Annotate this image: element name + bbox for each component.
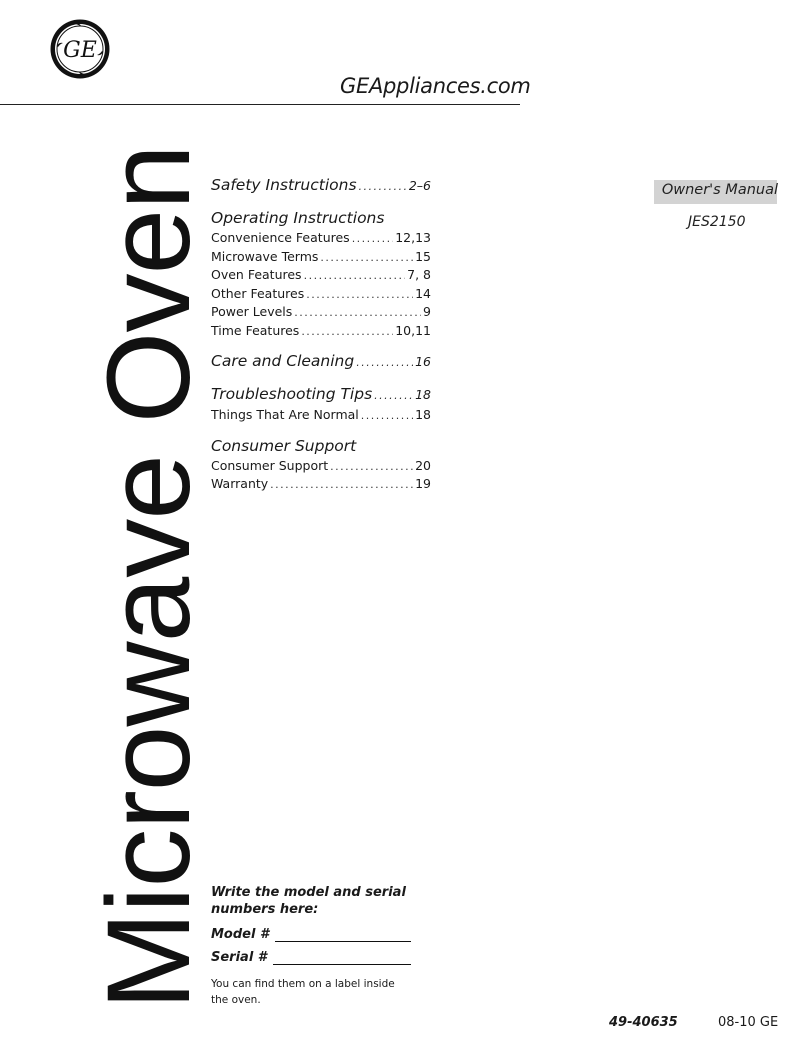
header-rule bbox=[0, 104, 520, 105]
toc-leader-dots bbox=[361, 407, 413, 425]
toc-leader-dots bbox=[320, 249, 413, 267]
toc-page-number: 2–6 bbox=[408, 178, 431, 193]
toc-item[interactable] bbox=[211, 406, 431, 425]
model-field-line bbox=[275, 927, 411, 942]
toc-page-number: 7, 8 bbox=[407, 267, 431, 282]
document-number: 49-40635 bbox=[609, 1015, 678, 1030]
ge-logo bbox=[49, 18, 111, 80]
toc-item-label: Other Features bbox=[211, 285, 305, 301]
toc-item[interactable] bbox=[211, 229, 431, 248]
serial-field[interactable] bbox=[211, 950, 411, 965]
toc-item[interactable] bbox=[211, 285, 431, 304]
toc-leader-dots bbox=[374, 385, 413, 406]
toc-item-label: Convenience Features bbox=[211, 230, 350, 245]
toc-leader-dots bbox=[352, 230, 394, 248]
toc-section-row[interactable] bbox=[211, 384, 431, 406]
serial-field-line bbox=[273, 950, 411, 965]
toc-section-heading[interactable]: Operating Instructions bbox=[211, 209, 385, 227]
toc-page-number: 18 bbox=[415, 387, 431, 402]
toc-leader-dots bbox=[294, 304, 421, 322]
toc-item-label: Consumer Support bbox=[211, 457, 329, 473]
toc-section-row[interactable] bbox=[211, 351, 431, 373]
toc-item[interactable] bbox=[211, 322, 431, 341]
toc-page-number: 16 bbox=[415, 354, 431, 369]
svg-text:GE: GE bbox=[63, 38, 97, 63]
toc-item-label: Microwave Terms bbox=[211, 248, 319, 264]
record-instruction: Write the model and serial numbers here: bbox=[211, 885, 406, 917]
toc-item-label: Power Levels bbox=[211, 304, 293, 319]
toc-item[interactable] bbox=[211, 303, 431, 322]
toc-leader-dots bbox=[330, 458, 413, 476]
model-field[interactable] bbox=[211, 927, 411, 942]
toc-item[interactable] bbox=[211, 248, 431, 267]
toc-section-heading[interactable]: Consumer Support bbox=[211, 436, 357, 455]
toc-leader-dots bbox=[270, 476, 413, 494]
toc-page-number: 12,13 bbox=[395, 230, 431, 245]
document-revision: 08-10 GE bbox=[718, 1015, 779, 1030]
toc-section-row[interactable] bbox=[211, 175, 431, 197]
toc-leader-dots bbox=[304, 267, 406, 285]
toc-item-label: Time Features bbox=[211, 322, 300, 338]
model-field-label: Model # bbox=[211, 927, 270, 942]
toc-section-heading: Care and Cleaning bbox=[211, 352, 355, 370]
toc-page-number: 20 bbox=[415, 457, 431, 473]
toc-section-heading: Safety Instructions bbox=[211, 176, 357, 194]
toc-leader-dots bbox=[306, 286, 413, 304]
toc-item[interactable] bbox=[211, 457, 431, 476]
toc-leader-dots bbox=[301, 323, 393, 341]
product-title: Microwave Oven bbox=[83, 145, 215, 1010]
label-location-note: You can find them on a label inside the oven. bbox=[211, 978, 395, 1006]
toc-leader-dots bbox=[356, 352, 413, 373]
website-url[interactable]: GEAppliances.com bbox=[340, 74, 531, 98]
toc-page-number: 15 bbox=[415, 248, 431, 264]
toc-page-number: 14 bbox=[415, 285, 431, 301]
toc-page-number: 9 bbox=[423, 304, 431, 319]
toc-item-label: Things That Are Normal bbox=[211, 407, 359, 422]
toc-page-number: 18 bbox=[415, 407, 431, 422]
toc-item-label: Warranty bbox=[211, 476, 269, 491]
toc-section-heading: Troubleshooting Tips bbox=[211, 385, 373, 403]
manual-label: Owner's Manual bbox=[661, 182, 778, 198]
toc-item[interactable] bbox=[211, 475, 431, 494]
toc-leader-dots bbox=[359, 176, 407, 197]
toc-page-number: 10,11 bbox=[395, 322, 431, 338]
model-number: JES2150 bbox=[688, 214, 746, 230]
table-of-contents bbox=[211, 175, 431, 494]
toc-page-number: 19 bbox=[415, 476, 431, 491]
toc-item[interactable] bbox=[211, 266, 431, 285]
serial-field-label: Serial # bbox=[211, 950, 267, 965]
toc-item-label: Oven Features bbox=[211, 267, 302, 282]
